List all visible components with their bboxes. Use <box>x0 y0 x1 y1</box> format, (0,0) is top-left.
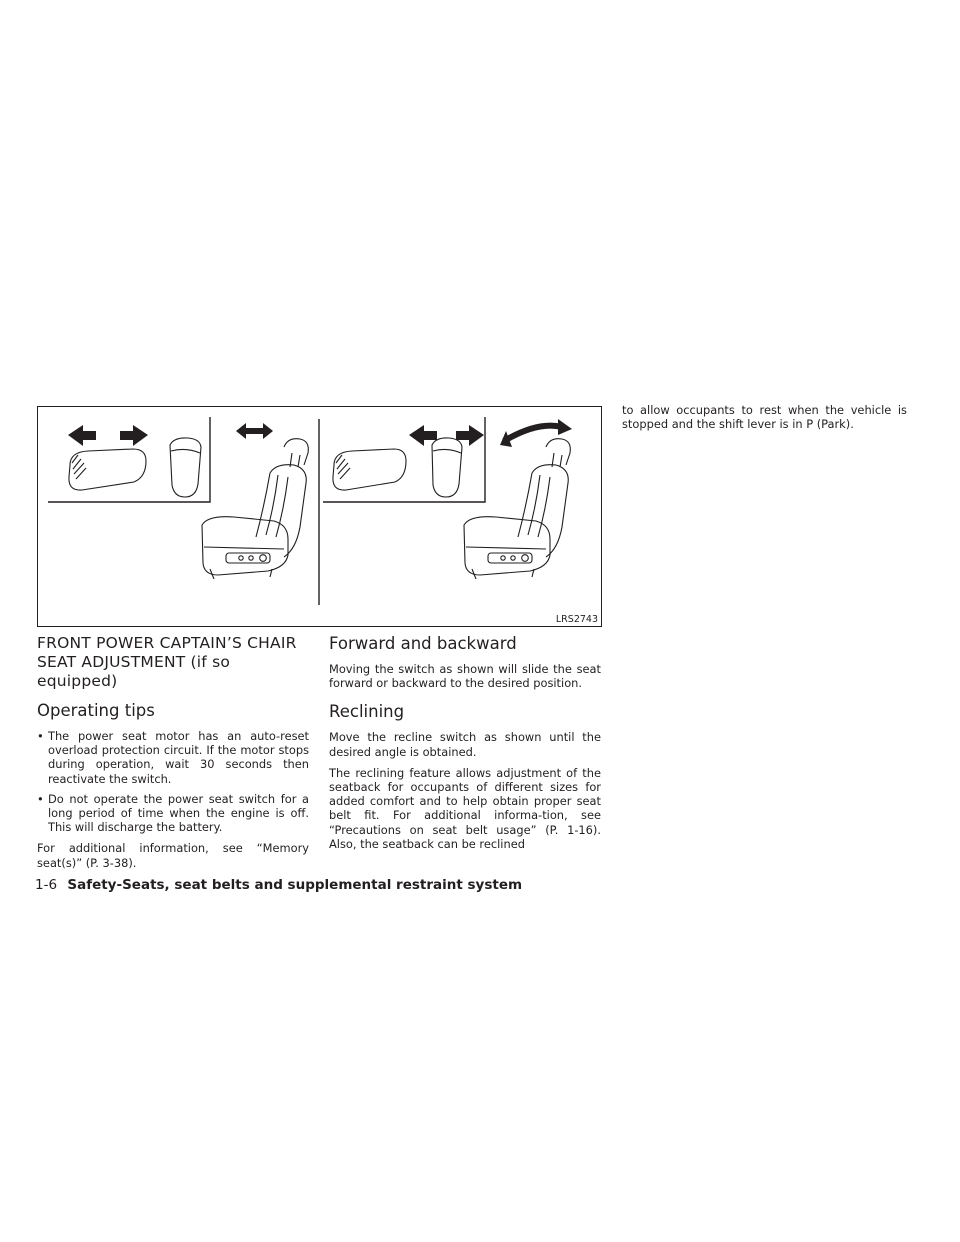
double-arrow-icon <box>236 423 273 439</box>
reclining-text: Move the recline switch as shown until the desired angle is obtained. <box>329 730 601 759</box>
right-column <box>622 403 907 438</box>
arrow-left-icon <box>68 425 96 446</box>
power-seat-icon <box>464 439 570 579</box>
seat-illustration <box>38 407 603 628</box>
operating-tips-heading: Operating tips <box>37 701 155 720</box>
forward-backward-text: Moving the switch as shown will slide the seat forward or backward to the desired position. <box>329 662 601 691</box>
list-item: • Do not operate the power seat switch for a long period of time when the engine is off. This will discharge the battery. <box>37 791 309 835</box>
reclining-detail-text: The reclining feature allows adjustment of the seatback for occupants of different sizes for added comfort and to help obtain proper seat belt fit. For additional informa-tion, see “Precautions on seat belt usage” (P. 1-16). Also, the seatback can be reclined <box>329 765 601 851</box>
section-title: Safety-Seats, seat belts and supplemental restraint system <box>67 877 523 893</box>
continued-text: to allow occupants to rest when the vehicle is stopped and the shift lever is in P (Park). <box>622 403 907 432</box>
curved-double-arrow-icon <box>500 419 572 447</box>
forward-backward-heading: Forward and backward <box>329 634 517 653</box>
memory-seat-reference: For additional information, see “Memory seat(s)” (P. 3-38). <box>37 841 309 870</box>
seat-adjustment-figure <box>37 406 602 627</box>
arrow-right-icon <box>120 425 148 446</box>
tip-text: Do not operate the power seat switch for a long period of time when the engine is off. This will discharge the battery. <box>48 791 309 835</box>
seat-switch-icon <box>69 438 201 497</box>
tip-text: The power seat motor has an auto-reset overload protection circuit. If the motor stops during operation, wait 30 seconds then reactivate the switch. <box>48 729 309 786</box>
left-column <box>37 634 309 877</box>
tips-list <box>37 729 309 834</box>
section-heading: FRONT POWER CAPTAIN’S CHAIR SEAT ADJUSTMENT (if so equipped) <box>37 634 297 690</box>
page-footer <box>35 877 522 893</box>
page-number: 1-6 <box>35 877 58 893</box>
middle-column <box>329 634 601 858</box>
figure-code: LRS2743 <box>555 614 598 625</box>
power-seat-icon <box>202 439 308 579</box>
seat-switch-icon <box>333 438 462 497</box>
list-item: • The power seat motor has an auto-reset overload protection circuit. If the motor stops during operation, wait 30 seconds then reactivate the switch. <box>37 729 309 786</box>
reclining-heading: Reclining <box>329 702 405 722</box>
